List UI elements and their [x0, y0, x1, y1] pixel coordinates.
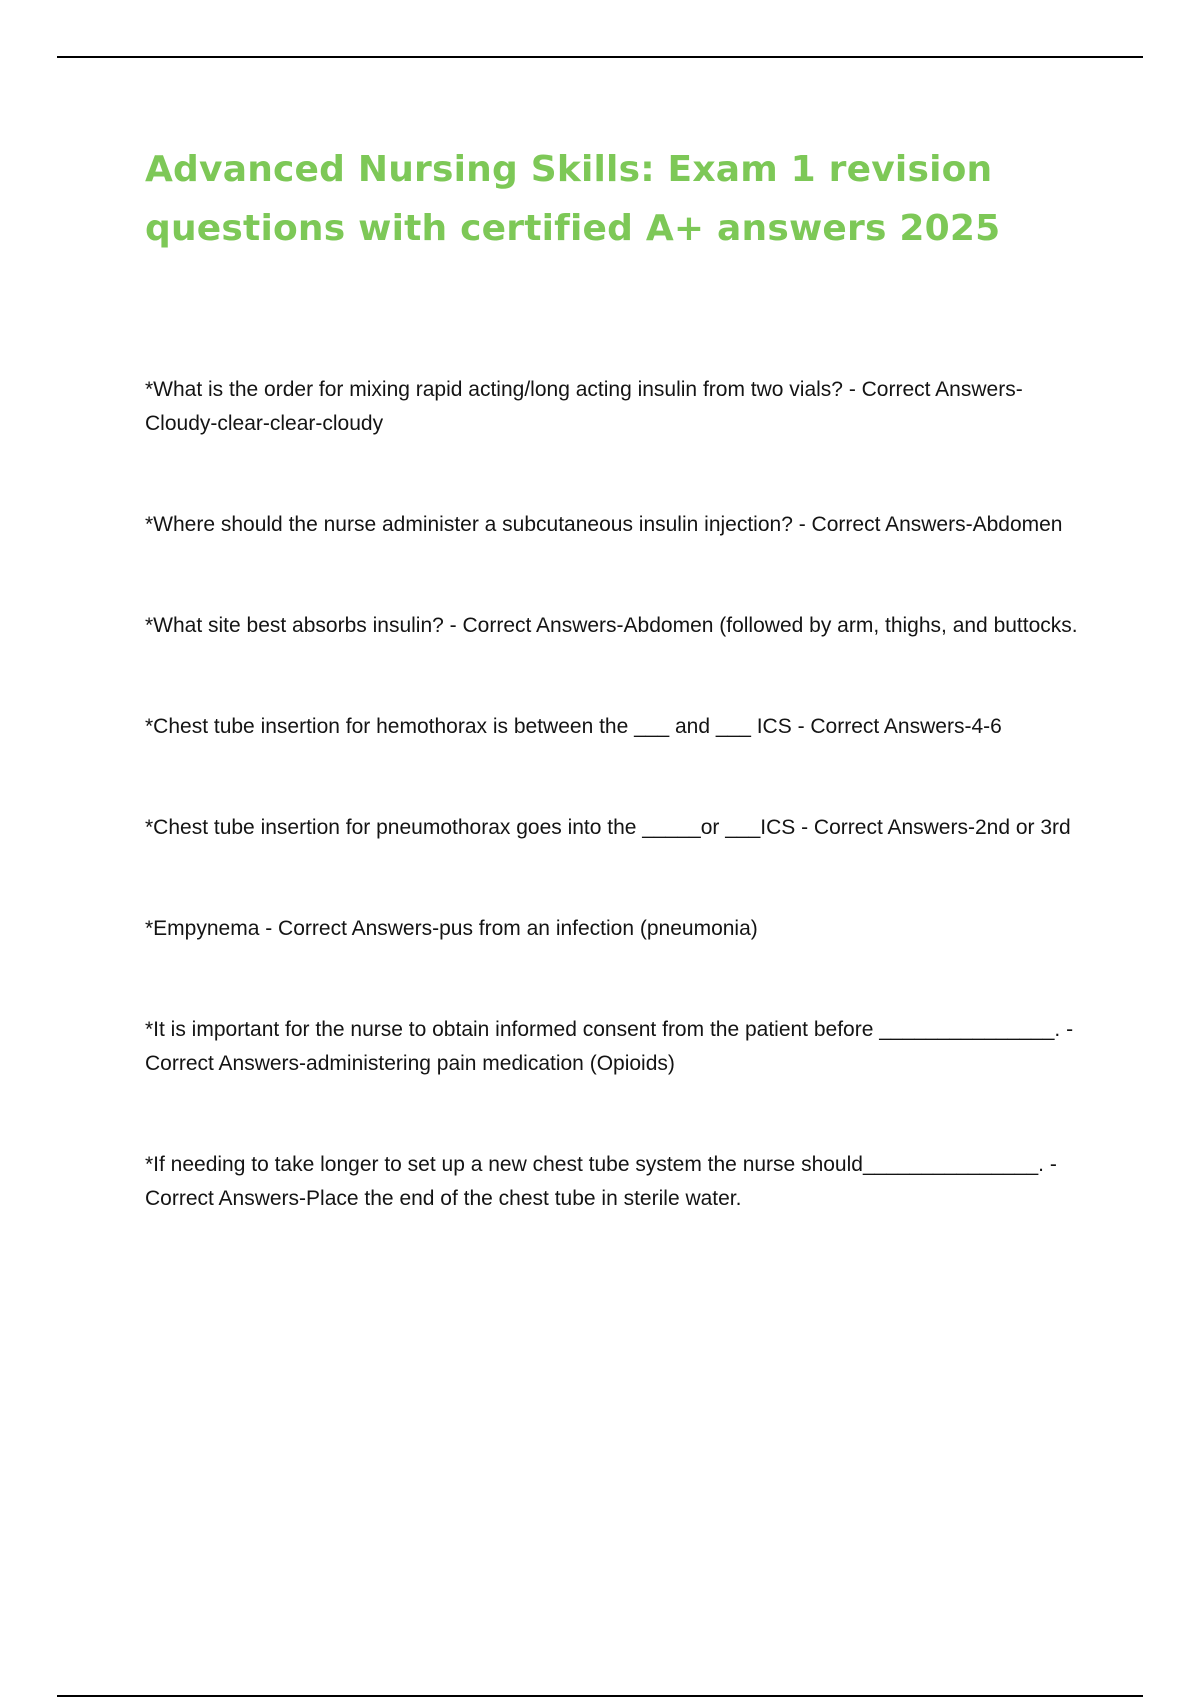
answer-text: 4-6 [971, 715, 1002, 738]
answer-text: Place the end of the chest tube in sterile water. [306, 1187, 742, 1210]
answer-separator: - Correct Answers- [792, 513, 973, 536]
answer-separator: - Correct Answers- [443, 614, 624, 637]
question-text: *Empynema [145, 917, 260, 940]
question-text: *What site best absorbs insulin? [145, 614, 444, 637]
document-title [145, 140, 1105, 258]
question-text: *Chest tube insertion for hemothorax is between the ___ and ___ ICS [145, 715, 792, 738]
answer-separator: - Correct Answers- [842, 378, 1023, 401]
question-text: *It is important for the nurse to obtain informed consent from the patient before _______________. [145, 1018, 1061, 1041]
answer-separator: - Correct Answers- [145, 1018, 1074, 1075]
question-text: *Where should the nurse administer a subcutaneous insulin injection? [145, 513, 793, 536]
qa-item [145, 1148, 1090, 1216]
answer-text: Cloudy-clear-clear-cloudy [145, 412, 384, 435]
qa-item [145, 373, 1090, 441]
qa-item [145, 508, 1090, 542]
answer-separator: - Correct Answers- [145, 1153, 1057, 1210]
answer-separator: - Correct Answers- [791, 715, 972, 738]
answer-text: Abdomen [972, 513, 1063, 536]
header-rule [57, 56, 1143, 58]
title-line-1: Advanced Nursing Skills: Exam 1 revision [145, 149, 993, 190]
question-text: *What is the order for mixing rapid acting/long acting insulin from two vials? [145, 378, 843, 401]
answer-separator: - Correct Answers- [259, 917, 440, 940]
footer-rule [57, 1695, 1143, 1697]
question-text: *Chest tube insertion for pneumothorax goes into the _____or ___ICS [145, 816, 796, 839]
answer-text: 2nd or 3rd [974, 816, 1071, 839]
qa-item [145, 710, 1090, 744]
title-line-2: questions with certified A+ answers 2025 [145, 208, 1001, 249]
qa-item [145, 1013, 1090, 1081]
qa-item [145, 912, 1090, 946]
question-text: *If needing to take longer to set up a new chest tube system the nurse should_______________. [145, 1153, 1044, 1176]
qa-item [145, 811, 1090, 845]
answer-text: pus from an infection (pneumonia) [439, 917, 758, 940]
qa-item [145, 609, 1090, 643]
answer-text: Abdomen (followed by arm, thighs, and buttocks. [623, 614, 1078, 637]
answer-separator: - Correct Answers- [795, 816, 975, 839]
answer-text: administering pain medication (Opioids) [306, 1052, 675, 1075]
qa-list [145, 373, 1090, 1283]
